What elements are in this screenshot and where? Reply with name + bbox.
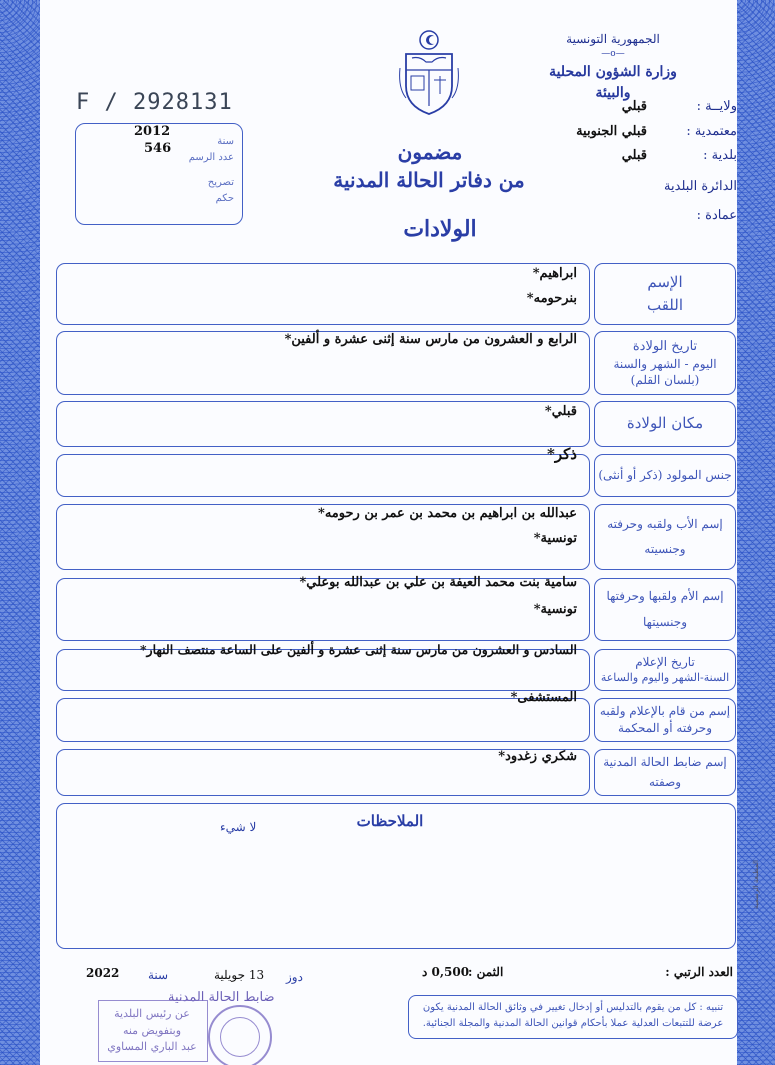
mother-nationality-label: وجنسيتها [643,614,687,629]
declaration-labels [594,649,736,691]
birthdate-value: الرابع و العشرون من مارس سنة إثنى عشرة و ألفين* [284,332,577,347]
officer-labels [594,749,736,796]
ministry-label: وزارة الشؤون المحلية [549,63,677,80]
sector-label: عمادة : [696,207,737,223]
date-place-label: دوز [286,970,303,984]
register-box [75,123,243,225]
father-label: إسم الأب ولقبه وحرفته [607,516,723,531]
name-labels [594,266,736,322]
birthplace-value-box [56,401,590,447]
municipality-value: قبلي [621,148,647,164]
printer-imprint: المطبعة الرسمية [752,860,760,910]
municipality-label: بلدية : [703,148,737,164]
tunisia-coat-of-arms-icon [398,28,460,116]
declaration-label: تاريخ الإعلام [635,655,695,670]
first-name-value: ابراهيم* [532,266,577,281]
register-labels [174,134,234,206]
remarks-value: لا شيء [220,820,257,834]
document-title-registers: من دفاتر الحالة المدنية [333,168,525,192]
birthdate-sublabel: اليوم - الشهر والسنة [613,356,717,371]
birthplace-label: مكان الولادة [626,414,704,433]
stamp-line-2: وبتفويض منه [122,1023,182,1037]
price-value: 0,500 د [422,965,470,979]
declaration-sublabel: السنة-الشهر واليوم والساعة [600,670,730,684]
mother-label: إسم الأم ولقبها وحرفتها [606,589,724,604]
birthdate-label: تاريخ الولادة [632,339,698,355]
issuing-authority [533,30,693,104]
sex-value-box [56,454,590,497]
surname-value: بنرحومه* [526,290,577,306]
jurisdiction-block [497,95,737,228]
declarant-labels [594,698,736,742]
father-nationality-label: وجنسيته [644,542,686,556]
declarant-value: المستشفى* [510,690,577,705]
legal-notice: تنبيه : كل من يقوم بالتدليس أو إدخال تغيير في وثائق الحالة المدنية يكون عرضة للتتبعات العدلية عملا بأحكام قوانين الحالة المدنية والمجلة الجنائية. [408,995,738,1039]
date-value: 13 جويلية [214,968,265,982]
mother-nationality-value: تونسية* [533,602,577,618]
register-number-label: عدد الرسم [188,151,234,163]
governorate-label: ولايــة : [696,99,737,114]
document-title-births: الولادات [403,216,477,242]
year-label: سنة [148,968,169,982]
father-labels [594,504,736,570]
document-title-extract: مضمون [397,140,463,164]
declaration-value: السادس و العشرون من مارس سنة إثنى عشرة و ألفين على الساعة منتصف النهار* [140,642,577,657]
governorate-row [497,95,737,120]
delegation-value: قبلي الجنوبية [576,123,647,139]
signature-label: ضابط الحالة المدنية [168,990,275,1005]
officer-sublabel: وصفته [648,774,682,789]
father-values [318,502,577,551]
serial-number: F / 2928131 [76,90,233,115]
officer-label: إسم ضابط الحالة المدنية [603,755,727,770]
serial-number-label: العدد الرتبي : [665,965,733,979]
mother-labels [594,578,736,641]
first-name-label: الإسم [647,272,683,291]
name-values [527,262,577,311]
name-value-box [56,263,590,325]
municipality-row [497,144,737,169]
delegation-row [497,120,737,145]
father-nationality-value: تونسية* [533,530,577,546]
mother-values [299,569,577,624]
stamp-line-1: عن رئيس البلدية [114,1007,190,1020]
birthdate-labels [594,333,736,393]
round-seal-inner-icon [220,1017,260,1057]
birthplace-value: قبلي* [544,404,577,419]
republic-label: الجمهورية التونسية [566,32,660,46]
mother-name-value: سامية بنت محمد العيفة بن علي بن عبدالله بوعلي* [299,575,577,590]
declarant-sublabel: وحرفته أو المحكمة [617,721,713,735]
register-judgment-label: حكم [215,192,234,204]
remarks-title: الملاحظات [356,812,424,830]
declarant-label: إسم من قام بالإعلام ولقبه [599,703,731,718]
ministry-label-2: والبيئة [595,84,631,101]
governorate-value: قبلي [621,99,647,114]
delegation-label: معتمدية : [686,123,737,139]
surname-label: اللقب [646,296,684,314]
year-value: 2022 [86,966,120,980]
birthdate-sublabel-2: (بلسان القلم) [630,372,700,387]
sex-label: جنس المولود (ذكر أو أنثى) [598,468,732,483]
price-label: الثمن : [468,965,504,979]
register-number: 546 [144,141,172,156]
stamp-line-3: عبد الباري المساوي [107,1040,197,1053]
official-stamp-text [100,1006,204,1056]
sex-value: ذكر* [547,445,577,463]
municipal-district-label: الدائرة البلدية [664,179,737,195]
father-name-value: عبدالله بن ابراهيم بن محمد بن عمر بن رحومه* [318,506,577,521]
left-guilloche-border [0,0,40,1065]
register-year-label: سنة [217,136,234,147]
officer-value: شكري زغدود* [498,749,577,764]
separator-ornament: —o— [601,49,625,59]
register-year: 2012 [134,124,171,139]
register-declaration-label: تصريح [207,177,234,188]
